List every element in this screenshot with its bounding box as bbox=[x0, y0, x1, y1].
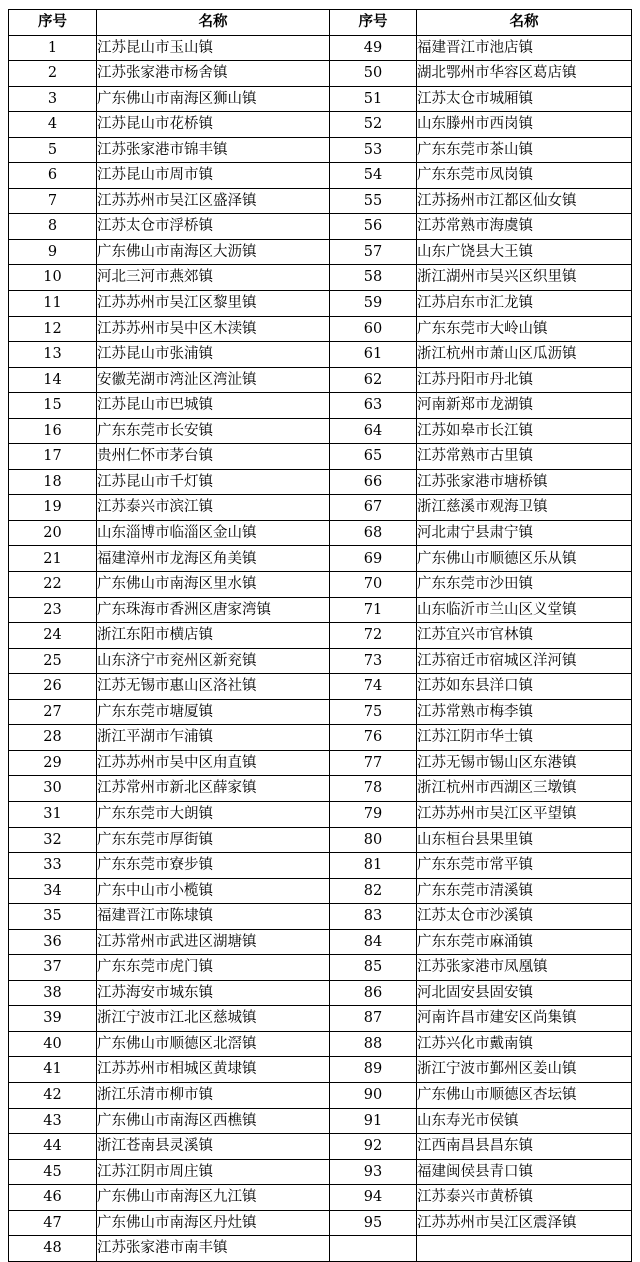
town-name-right: 江苏江阴市华士镇 bbox=[417, 725, 632, 751]
town-name-right: 江苏宿迁市宿城区洋河镇 bbox=[417, 648, 632, 674]
town-name-left: 江苏苏州市吴中区木渎镇 bbox=[97, 316, 330, 342]
town-name-left: 江苏常州市武进区湖塘镇 bbox=[97, 929, 330, 955]
table-row bbox=[9, 750, 632, 776]
town-name-right: 浙江杭州市西湖区三墩镇 bbox=[417, 776, 632, 802]
town-name-right: 江苏苏州市吴江区平望镇 bbox=[417, 801, 632, 827]
town-name-left: 江苏张家港市南丰镇 bbox=[97, 1236, 330, 1262]
town-name-left: 江苏海安市城东镇 bbox=[97, 980, 330, 1006]
table-row bbox=[9, 1185, 632, 1211]
table-row bbox=[9, 61, 632, 87]
row-index-left: 42 bbox=[9, 1082, 97, 1108]
town-name-right: 河南许昌市建安区尚集镇 bbox=[417, 1006, 632, 1032]
header-name-left: 名称 bbox=[97, 10, 330, 36]
table-row bbox=[9, 86, 632, 112]
town-name-left: 江苏无锡市惠山区洛社镇 bbox=[97, 674, 330, 700]
row-index-right: 51 bbox=[330, 86, 417, 112]
town-name-left: 广东东莞市长安镇 bbox=[97, 418, 330, 444]
table-row bbox=[9, 776, 632, 802]
row-index-right: 74 bbox=[330, 674, 417, 700]
town-name-left: 江苏太仓市浮桥镇 bbox=[97, 214, 330, 240]
row-index-left: 8 bbox=[9, 214, 97, 240]
row-index-left: 13 bbox=[9, 342, 97, 368]
town-name-left: 江苏苏州市吴中区甪直镇 bbox=[97, 750, 330, 776]
table-row bbox=[9, 853, 632, 879]
town-name-left: 河北三河市燕郊镇 bbox=[97, 265, 330, 291]
town-name-left: 江苏江阴市周庄镇 bbox=[97, 1159, 330, 1185]
table-row bbox=[9, 904, 632, 930]
town-name-right: 广东东莞市常平镇 bbox=[417, 853, 632, 879]
town-name-right: 江苏泰兴市黄桥镇 bbox=[417, 1185, 632, 1211]
row-index-right: 90 bbox=[330, 1082, 417, 1108]
table-row bbox=[9, 444, 632, 470]
table-row bbox=[9, 648, 632, 674]
town-name-right: 江苏常熟市海虞镇 bbox=[417, 214, 632, 240]
town-name-right: 江苏无锡市锡山区东港镇 bbox=[417, 750, 632, 776]
row-index-right: 92 bbox=[330, 1134, 417, 1160]
row-index-left: 47 bbox=[9, 1210, 97, 1236]
town-name-right: 江苏太仓市城厢镇 bbox=[417, 86, 632, 112]
table-row bbox=[9, 418, 632, 444]
town-name-right: 江苏常熟市古里镇 bbox=[417, 444, 632, 470]
town-name-left: 广东珠海市香洲区唐家湾镇 bbox=[97, 597, 330, 623]
row-index-right: 54 bbox=[330, 163, 417, 189]
table-row bbox=[9, 495, 632, 521]
town-name-left: 广东佛山市南海区大沥镇 bbox=[97, 239, 330, 265]
row-index-right: 68 bbox=[330, 520, 417, 546]
row-index-right: 60 bbox=[330, 316, 417, 342]
row-index-right: 89 bbox=[330, 1057, 417, 1083]
row-index-right: 58 bbox=[330, 265, 417, 291]
row-index-left: 40 bbox=[9, 1031, 97, 1057]
town-name-left: 江苏昆山市玉山镇 bbox=[97, 35, 330, 61]
row-index-right: 93 bbox=[330, 1159, 417, 1185]
town-name-left: 安徽芜湖市湾沚区湾沚镇 bbox=[97, 367, 330, 393]
row-index-left: 6 bbox=[9, 163, 97, 189]
town-name-right: 浙江慈溪市观海卫镇 bbox=[417, 495, 632, 521]
town-name-left: 江苏昆山市花桥镇 bbox=[97, 112, 330, 138]
town-name-left: 浙江苍南县灵溪镇 bbox=[97, 1134, 330, 1160]
town-name-right: 山东广饶县大王镇 bbox=[417, 239, 632, 265]
town-name-right: 江苏宜兴市官林镇 bbox=[417, 623, 632, 649]
row-index-left: 27 bbox=[9, 699, 97, 725]
town-name-right: 江苏丹阳市丹北镇 bbox=[417, 367, 632, 393]
town-name-right: 江苏启东市汇龙镇 bbox=[417, 291, 632, 317]
table-body bbox=[9, 35, 632, 1261]
table-row bbox=[9, 342, 632, 368]
row-index-right: 65 bbox=[330, 444, 417, 470]
row-index-right: 71 bbox=[330, 597, 417, 623]
table-row bbox=[9, 1159, 632, 1185]
row-index-right: 76 bbox=[330, 725, 417, 751]
row-index-left: 10 bbox=[9, 265, 97, 291]
row-index-left: 37 bbox=[9, 955, 97, 981]
row-index-right: 52 bbox=[330, 112, 417, 138]
row-index-left: 14 bbox=[9, 367, 97, 393]
town-name-left: 江苏泰兴市滨江镇 bbox=[97, 495, 330, 521]
row-index-left: 41 bbox=[9, 1057, 97, 1083]
table-row bbox=[9, 1082, 632, 1108]
town-name-right: 广东东莞市沙田镇 bbox=[417, 572, 632, 598]
town-name-left: 广东佛山市南海区里水镇 bbox=[97, 572, 330, 598]
town-name-right: 广东东莞市茶山镇 bbox=[417, 137, 632, 163]
row-index-left: 15 bbox=[9, 393, 97, 419]
header-row bbox=[9, 10, 632, 36]
row-index-left: 21 bbox=[9, 546, 97, 572]
town-name-right: 江苏兴化市戴南镇 bbox=[417, 1031, 632, 1057]
row-index-right: 73 bbox=[330, 648, 417, 674]
town-name-right: 江西南昌县昌东镇 bbox=[417, 1134, 632, 1160]
table-row bbox=[9, 801, 632, 827]
town-name-left: 江苏昆山市周市镇 bbox=[97, 163, 330, 189]
table-row bbox=[9, 1006, 632, 1032]
town-name-right: 山东滕州市西岗镇 bbox=[417, 112, 632, 138]
row-index-right: 56 bbox=[330, 214, 417, 240]
row-index-right: 67 bbox=[330, 495, 417, 521]
table-row bbox=[9, 623, 632, 649]
row-index-left: 11 bbox=[9, 291, 97, 317]
table-row bbox=[9, 546, 632, 572]
row-index-right: 88 bbox=[330, 1031, 417, 1057]
row-index-left: 26 bbox=[9, 674, 97, 700]
town-name-left: 广东东莞市寮步镇 bbox=[97, 853, 330, 879]
table-row bbox=[9, 878, 632, 904]
table-row bbox=[9, 929, 632, 955]
row-index-left: 16 bbox=[9, 418, 97, 444]
town-name-right: 广东佛山市顺德区杏坛镇 bbox=[417, 1082, 632, 1108]
table-row bbox=[9, 265, 632, 291]
town-name-right: 浙江宁波市鄞州区姜山镇 bbox=[417, 1057, 632, 1083]
table-row bbox=[9, 137, 632, 163]
row-index-right: 95 bbox=[330, 1210, 417, 1236]
row-index-right: 75 bbox=[330, 699, 417, 725]
row-index-left: 2 bbox=[9, 61, 97, 87]
row-index-right: 70 bbox=[330, 572, 417, 598]
row-index-left: 17 bbox=[9, 444, 97, 470]
town-name-left: 广东中山市小榄镇 bbox=[97, 878, 330, 904]
row-index-right: 79 bbox=[330, 801, 417, 827]
town-name-left: 广东东莞市虎门镇 bbox=[97, 955, 330, 981]
row-index-left: 48 bbox=[9, 1236, 97, 1262]
row-index-left: 4 bbox=[9, 112, 97, 138]
town-name-left: 江苏苏州市相城区黄埭镇 bbox=[97, 1057, 330, 1083]
row-index-left: 5 bbox=[9, 137, 97, 163]
town-name-left: 广东佛山市顺德区北滘镇 bbox=[97, 1031, 330, 1057]
row-index-left: 34 bbox=[9, 878, 97, 904]
town-name-left: 浙江乐清市柳市镇 bbox=[97, 1082, 330, 1108]
row-index-left: 39 bbox=[9, 1006, 97, 1032]
town-name-left: 贵州仁怀市茅台镇 bbox=[97, 444, 330, 470]
town-name-right: 湖北鄂州市华容区葛店镇 bbox=[417, 61, 632, 87]
table-row bbox=[9, 1108, 632, 1134]
table-row bbox=[9, 725, 632, 751]
town-name-right: 江苏扬州市江都区仙女镇 bbox=[417, 188, 632, 214]
row-index-left: 43 bbox=[9, 1108, 97, 1134]
town-name-left: 福建漳州市龙海区角美镇 bbox=[97, 546, 330, 572]
table-row bbox=[9, 955, 632, 981]
row-index-right: 55 bbox=[330, 188, 417, 214]
town-name-left: 江苏昆山市千灯镇 bbox=[97, 469, 330, 495]
table-row bbox=[9, 163, 632, 189]
town-name-left: 广东佛山市南海区西樵镇 bbox=[97, 1108, 330, 1134]
table-row bbox=[9, 1057, 632, 1083]
table-row bbox=[9, 1031, 632, 1057]
town-name-right: 江苏如东县洋口镇 bbox=[417, 674, 632, 700]
row-index-right: 59 bbox=[330, 291, 417, 317]
row-index-left: 33 bbox=[9, 853, 97, 879]
town-name-right: 广东东莞市麻涌镇 bbox=[417, 929, 632, 955]
town-name-right: 广东东莞市清溪镇 bbox=[417, 878, 632, 904]
town-name-left: 福建晋江市陈埭镇 bbox=[97, 904, 330, 930]
row-index-left: 12 bbox=[9, 316, 97, 342]
town-name-right: 山东临沂市兰山区义堂镇 bbox=[417, 597, 632, 623]
row-index-right: 81 bbox=[330, 853, 417, 879]
town-name-left: 广东东莞市厚街镇 bbox=[97, 827, 330, 853]
town-name-left: 江苏苏州市吴江区盛泽镇 bbox=[97, 188, 330, 214]
town-name-right: 山东桓台县果里镇 bbox=[417, 827, 632, 853]
table-row bbox=[9, 214, 632, 240]
row-index-left: 28 bbox=[9, 725, 97, 751]
table-row bbox=[9, 35, 632, 61]
row-index-left: 23 bbox=[9, 597, 97, 623]
table-row bbox=[9, 572, 632, 598]
row-index-right: 94 bbox=[330, 1185, 417, 1211]
row-index-left: 46 bbox=[9, 1185, 97, 1211]
row-index-right: 66 bbox=[330, 469, 417, 495]
town-name-left: 江苏昆山市张浦镇 bbox=[97, 342, 330, 368]
row-index-left: 35 bbox=[9, 904, 97, 930]
town-ranking-table bbox=[8, 9, 632, 1262]
row-index-right: 50 bbox=[330, 61, 417, 87]
table-row bbox=[9, 1134, 632, 1160]
row-index-right: 49 bbox=[330, 35, 417, 61]
town-name-right: 江苏张家港市凤凰镇 bbox=[417, 955, 632, 981]
table-row bbox=[9, 520, 632, 546]
town-name-left: 广东佛山市南海区九江镇 bbox=[97, 1185, 330, 1211]
table-row bbox=[9, 597, 632, 623]
town-name-right bbox=[417, 1236, 632, 1262]
row-index-left: 38 bbox=[9, 980, 97, 1006]
row-index-right: 72 bbox=[330, 623, 417, 649]
row-index-right: 84 bbox=[330, 929, 417, 955]
row-index-right: 83 bbox=[330, 904, 417, 930]
row-index-left: 22 bbox=[9, 572, 97, 598]
town-name-right: 江苏太仓市沙溪镇 bbox=[417, 904, 632, 930]
row-index-left: 9 bbox=[9, 239, 97, 265]
town-name-left: 山东济宁市兖州区新兖镇 bbox=[97, 648, 330, 674]
table-row bbox=[9, 1236, 632, 1262]
row-index-right: 62 bbox=[330, 367, 417, 393]
row-index-left: 29 bbox=[9, 750, 97, 776]
town-name-right: 广东东莞市大岭山镇 bbox=[417, 316, 632, 342]
row-index-right: 61 bbox=[330, 342, 417, 368]
town-name-left: 广东东莞市大朗镇 bbox=[97, 801, 330, 827]
row-index-left: 32 bbox=[9, 827, 97, 853]
table-row bbox=[9, 291, 632, 317]
table-row bbox=[9, 980, 632, 1006]
town-name-right: 河北固安县固安镇 bbox=[417, 980, 632, 1006]
town-name-right: 江苏如皋市长江镇 bbox=[417, 418, 632, 444]
row-index-left: 44 bbox=[9, 1134, 97, 1160]
row-index-right: 78 bbox=[330, 776, 417, 802]
table-row bbox=[9, 239, 632, 265]
town-name-left: 广东东莞市塘厦镇 bbox=[97, 699, 330, 725]
row-index-right: 82 bbox=[330, 878, 417, 904]
row-index-left: 19 bbox=[9, 495, 97, 521]
town-name-left: 山东淄博市临淄区金山镇 bbox=[97, 520, 330, 546]
table-row bbox=[9, 316, 632, 342]
town-name-left: 浙江宁波市江北区慈城镇 bbox=[97, 1006, 330, 1032]
table-row bbox=[9, 112, 632, 138]
row-index-left: 18 bbox=[9, 469, 97, 495]
table-row bbox=[9, 393, 632, 419]
row-index-right: 69 bbox=[330, 546, 417, 572]
header-name-right: 名称 bbox=[417, 10, 632, 36]
town-name-left: 江苏张家港市锦丰镇 bbox=[97, 137, 330, 163]
row-index-left: 7 bbox=[9, 188, 97, 214]
row-index-left: 25 bbox=[9, 648, 97, 674]
table-row bbox=[9, 367, 632, 393]
header-index-right: 序号 bbox=[330, 10, 417, 36]
town-name-right: 浙江湖州市吴兴区织里镇 bbox=[417, 265, 632, 291]
row-index-right bbox=[330, 1236, 417, 1262]
table-row bbox=[9, 827, 632, 853]
table-row bbox=[9, 699, 632, 725]
town-name-left: 浙江平湖市乍浦镇 bbox=[97, 725, 330, 751]
town-name-right: 江苏苏州市吴江区震泽镇 bbox=[417, 1210, 632, 1236]
row-index-left: 1 bbox=[9, 35, 97, 61]
row-index-left: 36 bbox=[9, 929, 97, 955]
town-name-right: 山东寿光市侯镇 bbox=[417, 1108, 632, 1134]
table-row bbox=[9, 674, 632, 700]
row-index-left: 30 bbox=[9, 776, 97, 802]
row-index-left: 24 bbox=[9, 623, 97, 649]
row-index-right: 86 bbox=[330, 980, 417, 1006]
town-name-left: 广东佛山市南海区狮山镇 bbox=[97, 86, 330, 112]
row-index-right: 91 bbox=[330, 1108, 417, 1134]
town-name-right: 河南新郑市龙湖镇 bbox=[417, 393, 632, 419]
table-row bbox=[9, 188, 632, 214]
town-name-right: 福建闽侯县青口镇 bbox=[417, 1159, 632, 1185]
row-index-left: 3 bbox=[9, 86, 97, 112]
row-index-right: 64 bbox=[330, 418, 417, 444]
town-name-right: 福建晋江市池店镇 bbox=[417, 35, 632, 61]
town-name-right: 广东佛山市顺德区乐从镇 bbox=[417, 546, 632, 572]
row-index-right: 87 bbox=[330, 1006, 417, 1032]
town-name-left: 浙江东阳市横店镇 bbox=[97, 623, 330, 649]
town-name-right: 江苏常熟市梅李镇 bbox=[417, 699, 632, 725]
row-index-left: 45 bbox=[9, 1159, 97, 1185]
row-index-left: 20 bbox=[9, 520, 97, 546]
row-index-right: 77 bbox=[330, 750, 417, 776]
table-row bbox=[9, 1210, 632, 1236]
row-index-right: 53 bbox=[330, 137, 417, 163]
row-index-right: 63 bbox=[330, 393, 417, 419]
town-name-right: 河北肃宁县肃宁镇 bbox=[417, 520, 632, 546]
row-index-right: 85 bbox=[330, 955, 417, 981]
town-name-left: 江苏张家港市杨舍镇 bbox=[97, 61, 330, 87]
row-index-right: 57 bbox=[330, 239, 417, 265]
town-name-right: 广东东莞市凤岗镇 bbox=[417, 163, 632, 189]
town-name-left: 江苏苏州市吴江区黎里镇 bbox=[97, 291, 330, 317]
town-name-left: 江苏常州市新北区薛家镇 bbox=[97, 776, 330, 802]
header-index-left: 序号 bbox=[9, 10, 97, 36]
town-name-right: 浙江杭州市萧山区瓜沥镇 bbox=[417, 342, 632, 368]
town-name-left: 江苏昆山市巴城镇 bbox=[97, 393, 330, 419]
table-row bbox=[9, 469, 632, 495]
row-index-left: 31 bbox=[9, 801, 97, 827]
row-index-right: 80 bbox=[330, 827, 417, 853]
town-name-left: 广东佛山市南海区丹灶镇 bbox=[97, 1210, 330, 1236]
town-name-right: 江苏张家港市塘桥镇 bbox=[417, 469, 632, 495]
